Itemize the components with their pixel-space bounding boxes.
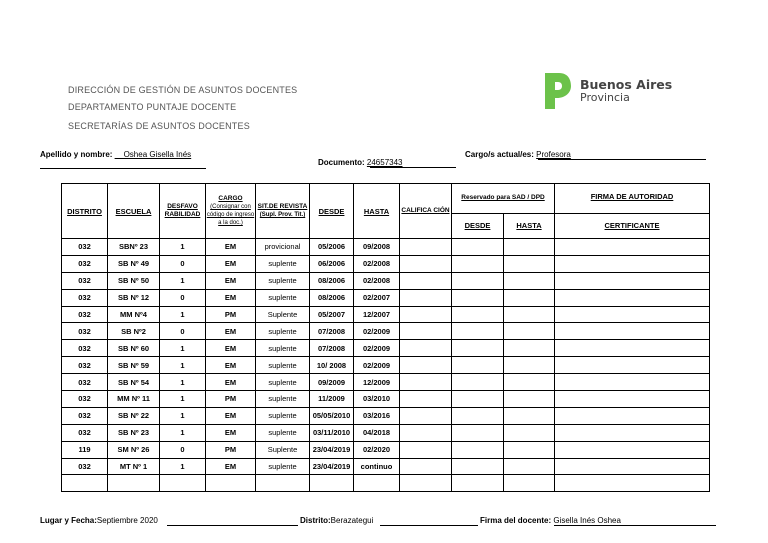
- service-record-table: [61, 183, 710, 492]
- cell-cargo: EM: [206, 255, 256, 272]
- table-row: [62, 407, 710, 424]
- cell-escuela: SB Nº 59: [108, 357, 160, 374]
- cell-cargo: PM: [206, 441, 256, 458]
- cell-res-desde: [452, 424, 504, 441]
- distrito-field: [300, 516, 373, 525]
- lugar-underline: [167, 525, 298, 526]
- cell-desde: 05/2006: [310, 239, 354, 256]
- cell-hasta: 03/2010: [354, 391, 400, 408]
- cell-res-desde: [452, 407, 504, 424]
- cell-distrito: 032: [62, 306, 108, 323]
- cell-hasta: continuo: [354, 458, 400, 475]
- distrito-label: Distrito:: [300, 516, 331, 525]
- cell-distrito: 032: [62, 458, 108, 475]
- logo-line-1: Buenos Aires: [580, 77, 673, 92]
- cell-escuela: SB Nº 22: [108, 407, 160, 424]
- col-res-desde: DESDE: [452, 213, 504, 238]
- cell-desde: [310, 475, 354, 492]
- cell-distrito: 032: [62, 289, 108, 306]
- cell-res-hasta: [504, 272, 555, 289]
- cell-desfavo: 1: [160, 272, 206, 289]
- cell-calificacion: [400, 407, 452, 424]
- cell-res-hasta: [504, 289, 555, 306]
- cell-sit: suplente: [256, 272, 310, 289]
- cell-desde: 05/05/2010: [310, 407, 354, 424]
- cell-desfavo: 1: [160, 458, 206, 475]
- col-distrito: DISTRITO: [62, 184, 108, 239]
- cell-distrito: [62, 475, 108, 492]
- cell-distrito: 032: [62, 374, 108, 391]
- cell-distrito: 032: [62, 255, 108, 272]
- cell-desfavo: 1: [160, 407, 206, 424]
- table-row: [62, 239, 710, 256]
- cell-res-desde: [452, 458, 504, 475]
- col-desde: DESDE: [310, 184, 354, 239]
- cell-hasta: 03/2016: [354, 407, 400, 424]
- cell-desde: 07/2008: [310, 323, 354, 340]
- cell-distrito: 032: [62, 323, 108, 340]
- cell-res-desde: [452, 255, 504, 272]
- cell-res-desde: [452, 272, 504, 289]
- firma-underline: [554, 525, 716, 526]
- cell-calificacion: [400, 239, 452, 256]
- cell-escuela: SB Nº 60: [108, 340, 160, 357]
- cell-firma: [555, 357, 710, 374]
- cell-escuela: [108, 475, 160, 492]
- cell-res-hasta: [504, 306, 555, 323]
- col-desfavorabilidad: DESFAVO RABILIDAD: [160, 184, 206, 239]
- cell-cargo: EM: [206, 239, 256, 256]
- cell-hasta: 12/2009: [354, 374, 400, 391]
- cell-sit: Suplente: [256, 441, 310, 458]
- cell-hasta: 02/2007: [354, 289, 400, 306]
- cell-calificacion: [400, 255, 452, 272]
- table-row: [62, 441, 710, 458]
- cell-sit: suplente: [256, 340, 310, 357]
- lugar-value: Septiembre 2020: [96, 516, 158, 525]
- cell-desde: 06/2006: [310, 255, 354, 272]
- cell-desfavo: [160, 475, 206, 492]
- cell-desfavo: 1: [160, 239, 206, 256]
- cell-firma: [555, 272, 710, 289]
- cell-desfavo: 0: [160, 441, 206, 458]
- cell-hasta: 02/2009: [354, 340, 400, 357]
- cell-cargo: [206, 475, 256, 492]
- cell-res-hasta: [504, 255, 555, 272]
- cell-hasta: 12/2007: [354, 306, 400, 323]
- cell-calificacion: [400, 357, 452, 374]
- cell-sit: suplente: [256, 374, 310, 391]
- cell-calificacion: [400, 391, 452, 408]
- cell-res-hasta: [504, 441, 555, 458]
- col-cargo: [206, 184, 256, 239]
- cell-desde: 09/2009: [310, 374, 354, 391]
- col-cargo-title: CARGO: [218, 195, 243, 202]
- cell-escuela: SB Nº 23: [108, 424, 160, 441]
- col-hasta: HASTA: [354, 184, 400, 239]
- cell-res-hasta: [504, 340, 555, 357]
- table-row: [62, 458, 710, 475]
- cell-desde: 10/ 2008: [310, 357, 354, 374]
- cell-res-hasta: [504, 323, 555, 340]
- cell-firma: [555, 475, 710, 492]
- cell-distrito: 032: [62, 357, 108, 374]
- cell-calificacion: [400, 458, 452, 475]
- table-row: [62, 374, 710, 391]
- col-cargo-note: (Consignar con código de ingreso a la doc.): [206, 204, 255, 226]
- col-reservado: Reservado para SAD / DPD: [452, 184, 555, 214]
- cell-res-desde: [452, 306, 504, 323]
- cell-distrito: 032: [62, 239, 108, 256]
- cell-distrito: 032: [62, 272, 108, 289]
- col-situacion-revista: [256, 184, 310, 239]
- cell-hasta: 04/2018: [354, 424, 400, 441]
- firma-label: Firma del docente:: [480, 516, 552, 525]
- logo-p-icon: [543, 71, 573, 111]
- cell-escuela: MM Nº 11: [108, 391, 160, 408]
- cell-escuela: SB Nº 54: [108, 374, 160, 391]
- cell-desde: 08/2006: [310, 289, 354, 306]
- cell-cargo: EM: [206, 407, 256, 424]
- document-field: [318, 158, 403, 167]
- col-escuela: ESCUELA: [108, 184, 160, 239]
- cell-res-hasta: [504, 374, 555, 391]
- cell-res-desde: [452, 391, 504, 408]
- cell-desfavo: 1: [160, 340, 206, 357]
- cell-escuela: MT Nº 1: [108, 458, 160, 475]
- table-body: [62, 239, 710, 492]
- cell-distrito: 119: [62, 441, 108, 458]
- cell-firma: [555, 239, 710, 256]
- cell-cargo: EM: [206, 374, 256, 391]
- cargo-field: [465, 150, 571, 159]
- table-row: [62, 289, 710, 306]
- cell-res-desde: [452, 340, 504, 357]
- cell-escuela: SBNº 23: [108, 239, 160, 256]
- cell-hasta: [354, 475, 400, 492]
- cell-hasta: 02/2009: [354, 323, 400, 340]
- cell-hasta: 02/2009: [354, 357, 400, 374]
- header-line-3: SECRETARÍAS DE ASUNTOS DOCENTES: [68, 121, 250, 131]
- cell-res-desde: [452, 357, 504, 374]
- table-row: [62, 424, 710, 441]
- cell-desfavo: 0: [160, 323, 206, 340]
- cell-firma: [555, 441, 710, 458]
- cell-calificacion: [400, 340, 452, 357]
- table-header-row-1: [62, 184, 710, 214]
- cell-res-hasta: [504, 475, 555, 492]
- cell-desde: 07/2008: [310, 340, 354, 357]
- cell-distrito: 032: [62, 407, 108, 424]
- cell-firma: [555, 424, 710, 441]
- cell-escuela: SB Nº 49: [108, 255, 160, 272]
- cell-sit: [256, 475, 310, 492]
- cell-escuela: SM Nº 26: [108, 441, 160, 458]
- cell-res-hasta: [504, 239, 555, 256]
- cell-res-desde: [452, 289, 504, 306]
- lugar-label: Lugar y Fecha:: [40, 516, 97, 525]
- cell-calificacion: [400, 323, 452, 340]
- document-label: Documento:: [318, 158, 365, 167]
- distrito-underline: [380, 525, 478, 526]
- table-row: [62, 391, 710, 408]
- cargo-value: Profesora: [536, 150, 571, 159]
- cell-desde: 03/11/2010: [310, 424, 354, 441]
- cell-firma: [555, 458, 710, 475]
- distrito-value: Berazategui: [330, 516, 374, 525]
- cell-firma: [555, 374, 710, 391]
- table-row: [62, 323, 710, 340]
- logo-line-2: Provincia: [580, 91, 630, 104]
- table-row: [62, 272, 710, 289]
- col-sit-note: (Supl. Prov. Tit.): [259, 212, 306, 218]
- cell-desde: 05/2007: [310, 306, 354, 323]
- cell-sit: suplente: [256, 424, 310, 441]
- name-label: Apellido y nombre:: [40, 150, 113, 159]
- cell-desfavo: 1: [160, 374, 206, 391]
- cell-distrito: 032: [62, 340, 108, 357]
- cell-hasta: 02/2020: [354, 441, 400, 458]
- cell-hasta: 09/2008: [354, 239, 400, 256]
- cell-desfavo: 1: [160, 306, 206, 323]
- cell-cargo: PM: [206, 306, 256, 323]
- cell-calificacion: [400, 441, 452, 458]
- cell-firma: [555, 340, 710, 357]
- firma-docente-field: [480, 516, 621, 525]
- document-underline: [370, 167, 456, 168]
- cell-res-hasta: [504, 458, 555, 475]
- name-field: [40, 150, 191, 159]
- cell-desfavo: 0: [160, 255, 206, 272]
- cell-desfavo: 1: [160, 357, 206, 374]
- cell-res-desde: [452, 475, 504, 492]
- cell-desde: 23/04/2019: [310, 458, 354, 475]
- cell-res-desde: [452, 239, 504, 256]
- cell-distrito: 032: [62, 391, 108, 408]
- header-line-2: DEPARTAMENTO PUNTAJE DOCENTE: [68, 102, 237, 112]
- document-value: 24657343: [366, 158, 403, 167]
- cell-sit: suplente: [256, 255, 310, 272]
- cargo-label: Cargo/s actual/es:: [465, 150, 534, 159]
- table-row: [62, 255, 710, 272]
- col-sit-title: SIT.DE REVISTA: [257, 203, 308, 210]
- cell-calificacion: [400, 475, 452, 492]
- col-calificacion: CALIFICA CIÓN: [400, 184, 452, 239]
- table-row: [62, 306, 710, 323]
- cell-res-hasta: [504, 424, 555, 441]
- cell-calificacion: [400, 306, 452, 323]
- table-row: [62, 475, 710, 492]
- cell-firma: [555, 289, 710, 306]
- name-underline: [40, 168, 206, 169]
- cell-hasta: 02/2008: [354, 272, 400, 289]
- cell-desfavo: 1: [160, 424, 206, 441]
- cell-cargo: EM: [206, 357, 256, 374]
- cell-sit: provicional: [256, 239, 310, 256]
- cell-res-desde: [452, 374, 504, 391]
- cell-calificacion: [400, 272, 452, 289]
- cell-sit: suplente: [256, 458, 310, 475]
- cell-cargo: EM: [206, 289, 256, 306]
- cell-firma: [555, 407, 710, 424]
- cell-cargo: EM: [206, 458, 256, 475]
- cell-sit: suplente: [256, 323, 310, 340]
- cell-calificacion: [400, 424, 452, 441]
- cell-res-hasta: [504, 391, 555, 408]
- cell-res-desde: [452, 323, 504, 340]
- name-value: __Oshea Gisella Inés: [114, 150, 192, 159]
- cell-desde: 08/2006: [310, 272, 354, 289]
- cargo-underline: [538, 159, 706, 160]
- lugar-fecha-field: [40, 516, 158, 525]
- cell-cargo: EM: [206, 323, 256, 340]
- col-firma-autoridad: FIRMA DE AUTORIDAD: [555, 184, 710, 214]
- cell-escuela: SB Nº2: [108, 323, 160, 340]
- cell-sit: Suplente: [256, 306, 310, 323]
- cell-cargo: PM: [206, 391, 256, 408]
- cell-res-hasta: [504, 407, 555, 424]
- cell-firma: [555, 306, 710, 323]
- cell-sit: suplente: [256, 407, 310, 424]
- cell-firma: [555, 323, 710, 340]
- cell-calificacion: [400, 374, 452, 391]
- col-certificante: CERTIFICANTE: [555, 213, 710, 238]
- firma-value: Gisella Inés Oshea: [553, 516, 621, 525]
- cell-desfavo: 1: [160, 391, 206, 408]
- cell-desfavo: 0: [160, 289, 206, 306]
- cell-distrito: 032: [62, 424, 108, 441]
- cell-escuela: MM Nº4: [108, 306, 160, 323]
- cell-calificacion: [400, 289, 452, 306]
- cell-desde: 11/2009: [310, 391, 354, 408]
- cell-escuela: SB Nº 50: [108, 272, 160, 289]
- cell-cargo: EM: [206, 340, 256, 357]
- cell-desde: 23/04/2019: [310, 441, 354, 458]
- cell-res-hasta: [504, 357, 555, 374]
- cell-sit: suplente: [256, 289, 310, 306]
- header-line-1: DIRECCIÓN DE GESTIÓN DE ASUNTOS DOCENTES: [68, 85, 298, 95]
- cell-cargo: EM: [206, 424, 256, 441]
- cell-hasta: 02/2008: [354, 255, 400, 272]
- table-row: [62, 357, 710, 374]
- cell-cargo: EM: [206, 272, 256, 289]
- cell-firma: [555, 391, 710, 408]
- cell-escuela: SB Nº 12: [108, 289, 160, 306]
- col-res-hasta: HASTA: [504, 213, 555, 238]
- cell-sit: suplente: [256, 391, 310, 408]
- table-row: [62, 340, 710, 357]
- cell-res-desde: [452, 441, 504, 458]
- cell-sit: suplente: [256, 357, 310, 374]
- cell-firma: [555, 255, 710, 272]
